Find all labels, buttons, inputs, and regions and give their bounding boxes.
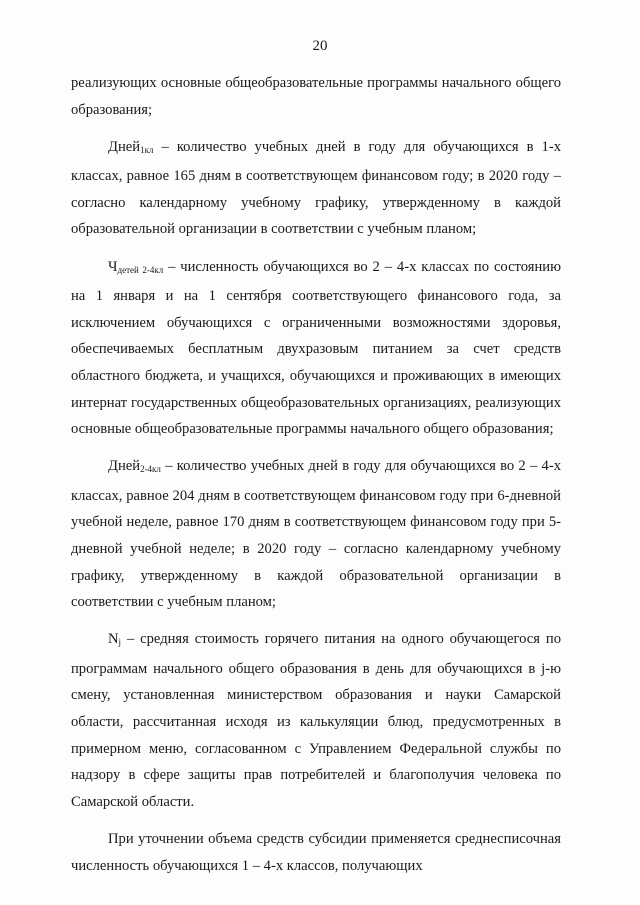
variable-symbol: Дней — [108, 138, 141, 155]
definition-meal-cost — [71, 626, 561, 815]
variable-subscript: 2-4кл — [140, 464, 161, 475]
definition-text: – количество учебных дней в году для обучающихся во 2 – 4-х классах, равное 204 дням в соответствующем финансовом году при 6-дневной учебной неделе, равное 170 дням в соответствующем финансовом году при 5-дневной учебной неделе; в 2020 году – согласно календарному учебному графику, утвержденному в каждой образовательной организации в соответствии с учебным планом; — [71, 458, 561, 611]
definition-text: – средняя стоимость горячего питания на одного обучающегося по программам начального общего образования в день для обучающихся в j-ю смену, установленная министерством образования и науки Самарской области, рассчитанная исходя из калькуляции блюд, предусмотренных в примерном меню, согласованном с Управлением Федеральной службы по надзору в сфере защиты прав потребителей и благополучия человека по Самарской области. — [71, 631, 561, 810]
paragraph-text: При уточнении объема средств субсидии применяется среднесписочная численность обучающихся 1 – 4-х классов, получающих — [71, 830, 561, 874]
variable-symbol: Дней — [108, 458, 141, 475]
definition-days-1st-grade — [71, 134, 561, 243]
variable-symbol: N — [108, 631, 119, 648]
definition-text: – количество учебных дней в году для обучающихся в 1-х классах, равное 165 дням в соответствующем финансовом году; в 2020 году – согласно календарному учебному графику, утвержденному в каждой образовательной организации в соответствии с учебным планом; — [71, 138, 561, 238]
definition-text: – численность обучающихся во 2 – 4-х классах по состоянию на 1 января и на 1 сентября соответствующего финансового года, за исключением обучающихся с ограниченными возможностями здоровья, обеспечиваемых бесплатным двухразовым питанием за счет средств областного бюджета, и учащихся, обучающихся и проживающих в имеющих интернат государственных общеобразовательных организациях, реализующих основные общеобразовательные программы начального общего образования; — [71, 258, 561, 438]
paragraph-text: реализующих основные общеобразовательные программы начального общего образования; — [71, 75, 561, 118]
variable-subscript: j — [118, 637, 122, 648]
definition-children-2-4-grade — [71, 254, 561, 443]
page-number: 20 — [312, 38, 328, 54]
definition-days-2-4-grade — [71, 453, 561, 616]
paragraph-continuation — [71, 70, 561, 123]
variable-subscript: детей 2-4кл — [117, 264, 164, 275]
variable-subscript: 1кл — [140, 144, 154, 155]
document-body — [71, 70, 561, 879]
variable-symbol: Ч — [108, 258, 118, 275]
paragraph-subsidy-clarification — [71, 826, 561, 879]
